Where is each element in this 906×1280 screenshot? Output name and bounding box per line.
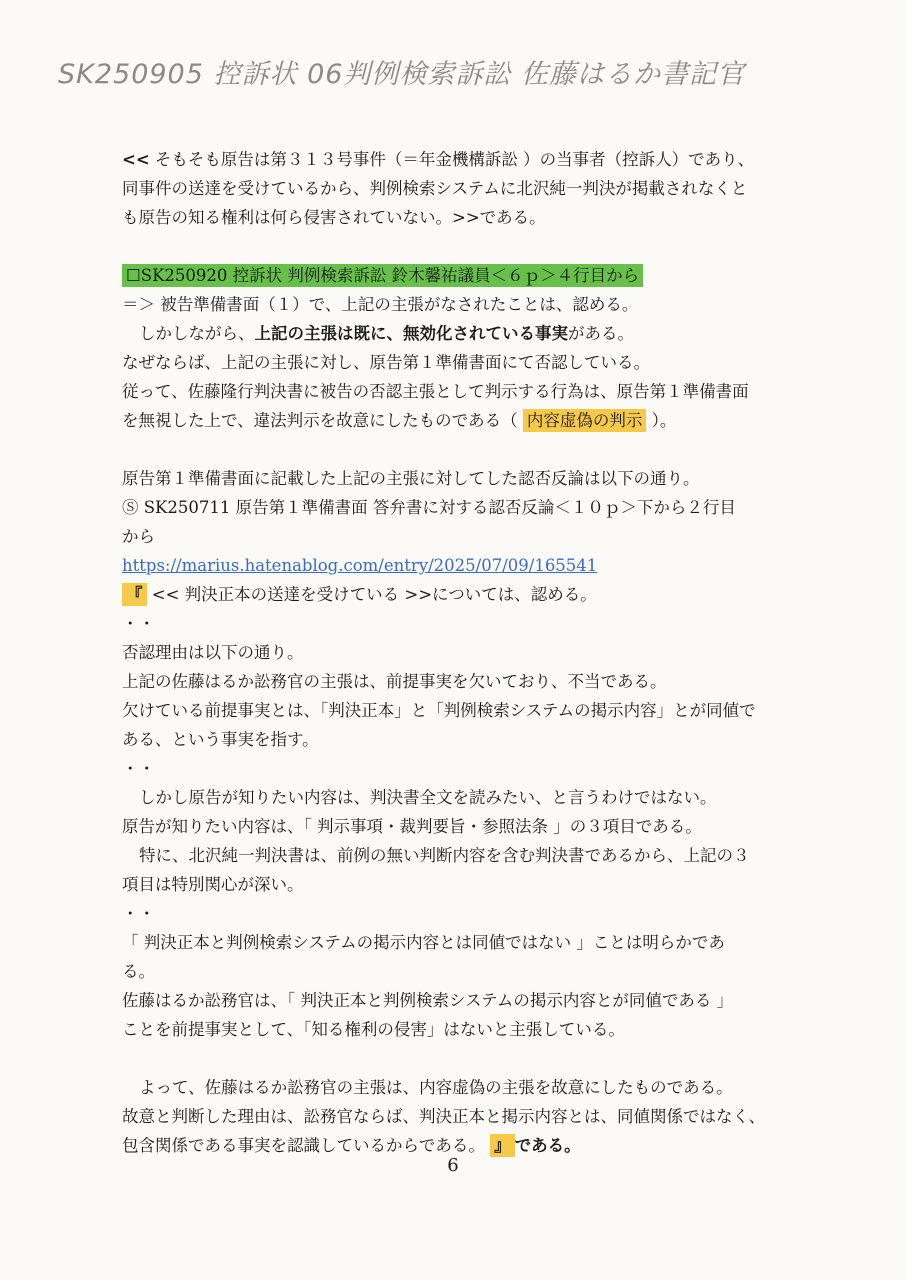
para3-line4: 『 << 判決正本の送達を受けている >>については、認める。 xyxy=(122,580,837,609)
para3-line14: る。 xyxy=(122,962,155,981)
para3-line9: しかし原告が知りたい内容は、判決書全文を読みたい、と言うわけではない。 xyxy=(139,788,717,807)
para1-line1: << そもそも原告は第３１３号事件（＝年金機構訴訟 ）の当事者（控訴人）であり、 xyxy=(122,150,755,169)
para3-line12: 項目は特別関心が深い。 xyxy=(122,875,304,894)
link-line xyxy=(122,551,837,580)
para3-line3: から xyxy=(122,527,155,546)
para3-line8: ある、という事実を指す。 xyxy=(122,730,319,749)
para2-line2: しかしながら、上記の主張は既に、無効化されている事実がある。 xyxy=(139,324,634,343)
para1-line3: も原告の知る権利は何ら侵害されていない。>>である。 xyxy=(122,208,546,227)
para3-line7: 欠けている前提事実とは、「判決正本」と「判例検索システムの掲示内容」とが同値で xyxy=(122,701,756,720)
para4-line2: 故意と判断した理由は、訟務官ならば、判決正本と掲示内容とは、同値関係ではなく、 xyxy=(122,1107,766,1126)
ellipsis-dots: ・・ xyxy=(122,759,155,778)
page-number: 6 xyxy=(447,1155,459,1176)
blog-link[interactable]: https://marius.hatenablog.com/entry/2025/07/09/165541 xyxy=(122,556,598,575)
handwritten-header: SK250905 控訴状 06判例検索訴訟 佐藤はるか書記官 xyxy=(58,59,746,90)
para4-line3: 包含関係である事実を認識しているからである。 』 である。 xyxy=(122,1136,581,1155)
para3-line11: 特に、北沢純一判決書は、前例の無い判断内容を含む判決書であるから、上記の３ xyxy=(139,846,750,865)
para3-line16: ことを前提事実として、「知る権利の侵害」はないと主張している。 xyxy=(122,1020,625,1039)
para1-line2: 同事件の送達を受けているから、判例検索システムに北沢純一判決が掲載されなくと xyxy=(122,179,748,198)
quote-open-marker: << xyxy=(122,150,150,169)
document-body xyxy=(122,145,837,1160)
close-bracket-highlight: 』 xyxy=(490,1134,515,1157)
para3-line1: 原告第１準備書面に記載した上記の主張に対してした認否反論は以下の通り。 xyxy=(122,469,700,488)
para4-line1: よって、佐藤はるか訟務官の主張は、内容虚偽の主張を故意にしたものである。 xyxy=(139,1078,733,1097)
para3-line5: 否認理由は以下の通り。 xyxy=(122,643,304,662)
bold-claim: 上記の主張は既に、無効化されている事実 xyxy=(254,324,568,343)
para3-line10: 原告が知りたい内容は、「 判示事項・裁判要旨・参照法条 」の３項目である。 xyxy=(122,817,702,836)
para3-line2: Ⓢ SK250711 原告第１準備書面 答弁書に対する認否反論＜１０ｐ＞下から２行目 xyxy=(122,498,736,517)
ellipsis-dots: ・・ xyxy=(122,904,155,923)
ellipsis-dots: ・・ xyxy=(122,614,155,633)
para2-line3: なぜならば、上記の主張に対し、原告第１準備書面にて否認している。 xyxy=(122,353,650,372)
para3-line6: 上記の佐藤はるか訟務官の主張は、前提事実を欠いており、不当である。 xyxy=(122,672,667,691)
open-bracket-highlight: 『 xyxy=(122,583,147,606)
para3-line13: 「 判決正本と判例検索システムの掲示内容とは同値ではない 」ことは明らかであ xyxy=(122,933,725,952)
para2-line1: ＝＞ 被告準備書面（１）で、上記の主張がなされたことは、認める。 xyxy=(122,295,639,314)
para2-line5: を無視した上で、違法判示を故意にしたものである（ 内容虚偽の判示 ）。 xyxy=(122,411,677,430)
para2-line4: 従って、佐藤隆行判決書に被告の否認主張として判示する行為は、原告第１準備書面 xyxy=(122,382,749,401)
false-ruling-highlight: 内容虚偽の判示 xyxy=(523,409,647,432)
section-heading: ☐SK250920 控訴状 判例検索訴訟 鈴木馨祐議員＜６ｐ＞４行目から xyxy=(122,261,837,290)
para3-line15: 佐藤はるか訟務官は、「 判決正本と判例検索システムの掲示内容とが同値である 」 xyxy=(122,991,734,1010)
